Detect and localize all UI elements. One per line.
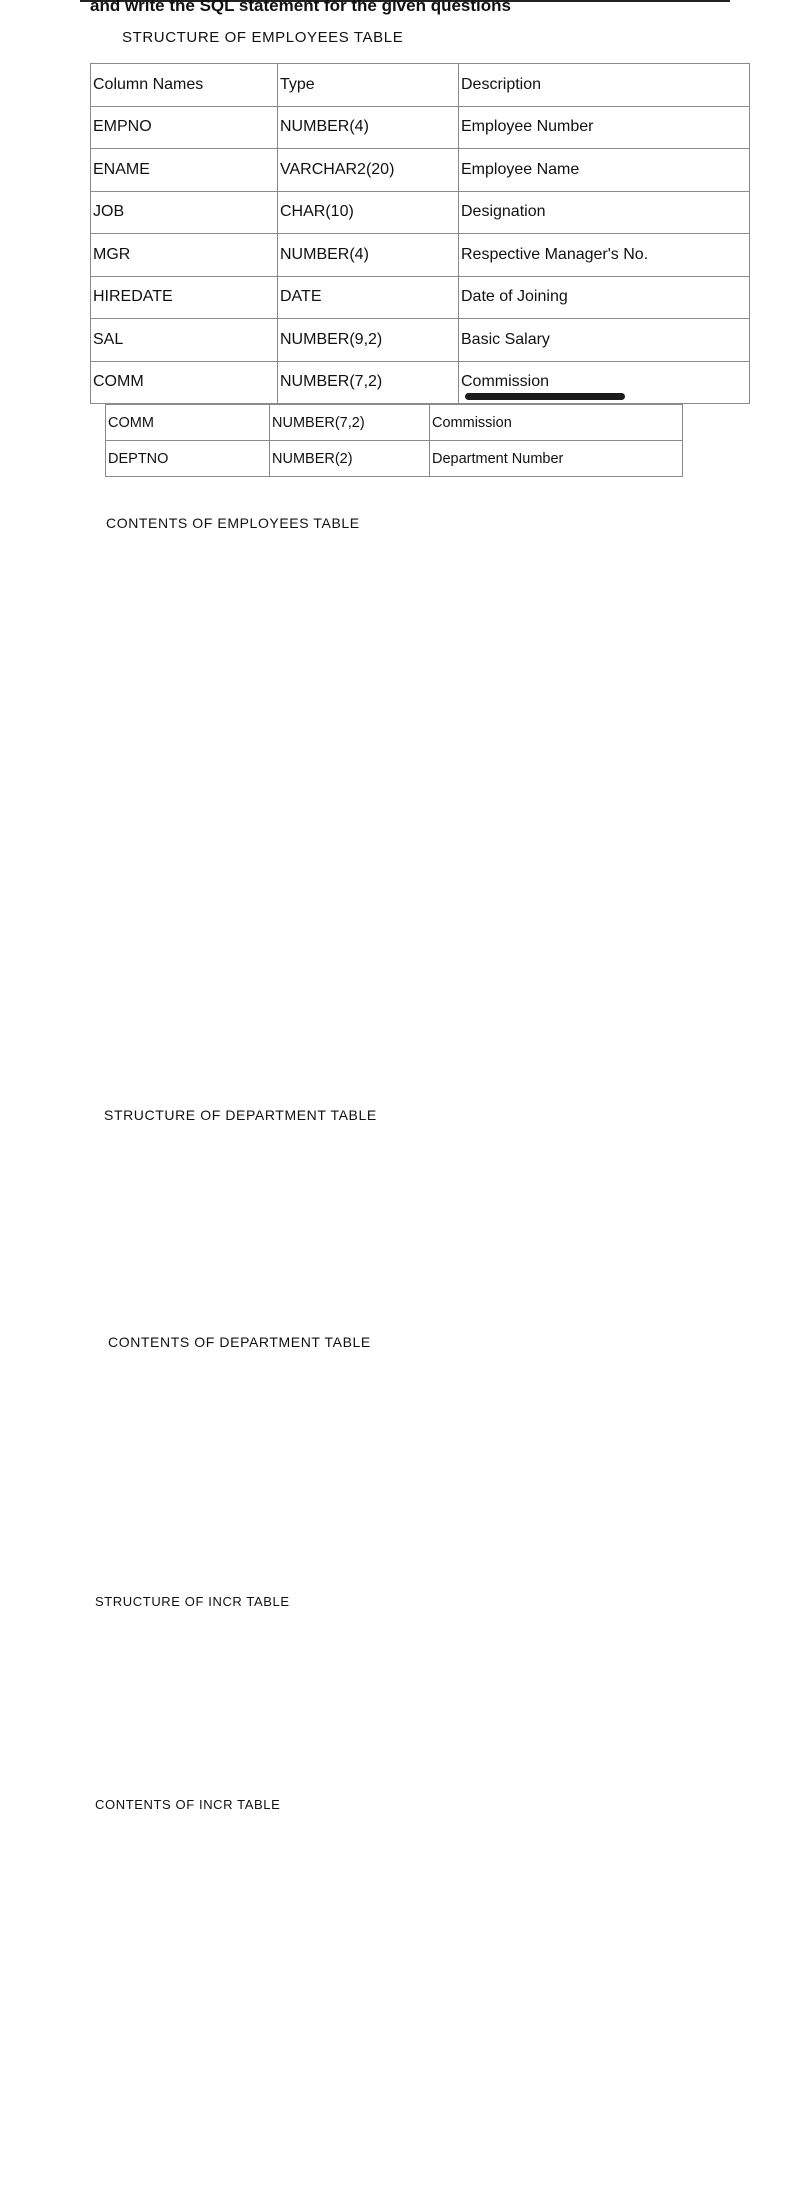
table-row xyxy=(106,441,683,477)
table-cell: Date of Joining xyxy=(459,276,750,319)
table-cell: NUMBER(2) xyxy=(270,441,430,477)
table-row xyxy=(91,106,750,149)
emp-structure-extra-table xyxy=(105,404,683,477)
table-cell: JOB xyxy=(91,191,278,234)
incr-structure-heading: STRUCTURE OF INCR TABLE xyxy=(95,1594,290,1609)
table-cell: DEPTNO xyxy=(106,441,270,477)
table-row xyxy=(91,276,750,319)
emp-structure-heading: STRUCTURE OF EMPLOYEES TABLE xyxy=(122,29,404,46)
table-cell: VARCHAR2(20) xyxy=(278,149,459,192)
table-cell: MGR xyxy=(91,234,278,277)
intro-text: and write the SQL statement for the given questions xyxy=(90,0,511,15)
table-cell: Commission xyxy=(430,405,683,441)
table-cell: Respective Manager's No. xyxy=(459,234,750,277)
table-cell: SAL xyxy=(91,319,278,362)
table-cell: Column Names xyxy=(91,64,278,107)
dept-structure-heading: STRUCTURE OF DEPARTMENT TABLE xyxy=(104,1107,377,1123)
table-row xyxy=(91,191,750,234)
table-cell: COMM xyxy=(91,361,278,404)
incr-contents-heading: CONTENTS OF INCR TABLE xyxy=(95,1797,281,1812)
table-row xyxy=(91,361,750,404)
table-cell: ENAME xyxy=(91,149,278,192)
table-cell: Basic Salary xyxy=(459,319,750,362)
table-cell: Commission xyxy=(459,361,750,404)
table-cell: COMM xyxy=(106,405,270,441)
table-cell: NUMBER(9,2) xyxy=(278,319,459,362)
table-cell: NUMBER(7,2) xyxy=(270,405,430,441)
table-cell: Employee Name xyxy=(459,149,750,192)
table-cell: NUMBER(4) xyxy=(278,106,459,149)
table-row xyxy=(91,64,750,107)
dept-contents-heading: CONTENTS OF DEPARTMENT TABLE xyxy=(108,1334,371,1350)
table-cell: Description xyxy=(459,64,750,107)
table-cell: Employee Number xyxy=(459,106,750,149)
table-cell: NUMBER(4) xyxy=(278,234,459,277)
table-row xyxy=(106,405,683,441)
table-row xyxy=(91,319,750,362)
emp-contents-heading: CONTENTS OF EMPLOYEES TABLE xyxy=(106,515,360,531)
table-cell: EMPNO xyxy=(91,106,278,149)
table-cell: HIREDATE xyxy=(91,276,278,319)
table-row xyxy=(91,234,750,277)
table-cell: DATE xyxy=(278,276,459,319)
table-cell: CHAR(10) xyxy=(278,191,459,234)
table-row xyxy=(91,149,750,192)
table-cell: Designation xyxy=(459,191,750,234)
table-cell: Type xyxy=(278,64,459,107)
scroll-indicator[interactable] xyxy=(465,393,625,400)
table-cell: Department Number xyxy=(430,441,683,477)
table-cell: NUMBER(7,2) xyxy=(278,361,459,404)
emp-structure-table xyxy=(90,63,750,404)
